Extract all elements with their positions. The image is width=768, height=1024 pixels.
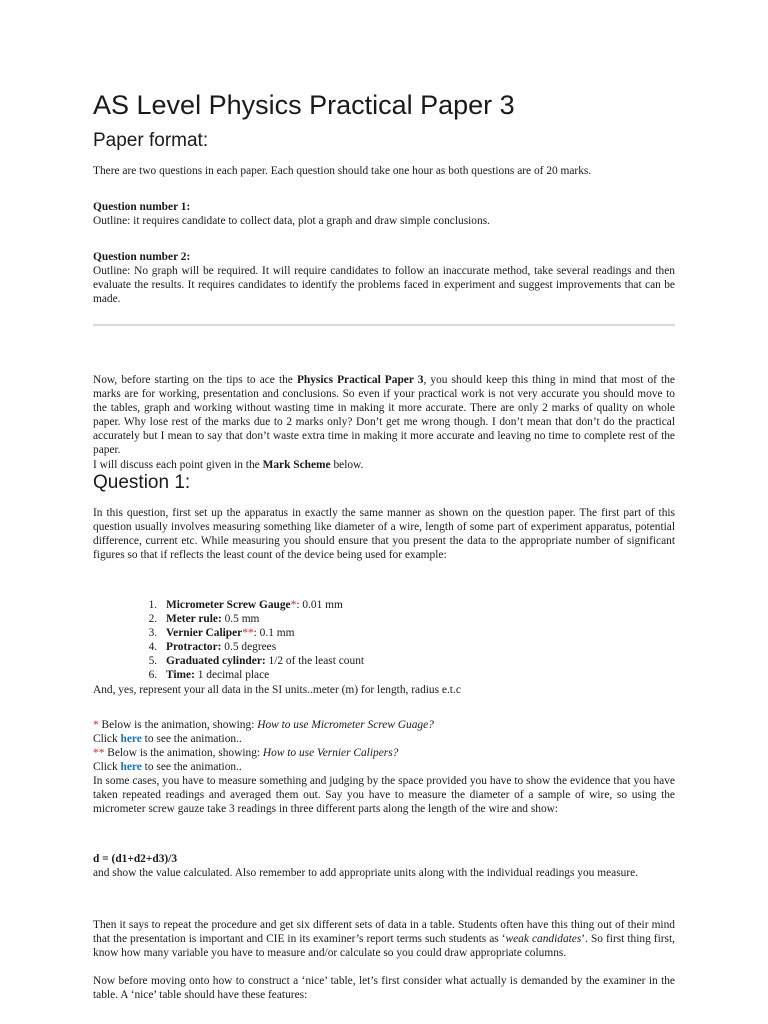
question-2-outline: Outline: No graph will be required. It will require candidates to follow an inaccurate method, take several readings and then evaluate the results. It requires candidates to identify the problems faced in experiment and suggest improvements that can be made. bbox=[93, 265, 675, 305]
least-count-list bbox=[130, 598, 630, 682]
click-text: Click bbox=[93, 761, 121, 773]
list-item-label: Meter rule: bbox=[166, 613, 222, 625]
table-text-1: Then it says to repeat the procedure and get six different sets of data in a table. Students often have this thing out of their mind that the presentation is important and CIE in its examiner’s report terms such students as ‘ bbox=[93, 919, 675, 945]
list-item-value: : 0.1 mm bbox=[253, 627, 295, 639]
click-line-1 bbox=[93, 732, 675, 746]
click-text-2: to see the animation.. bbox=[141, 761, 242, 773]
question-1-paragraph: In this question, first set up the apparatus in exactly the same manner as shown on the question paper. The first part of this question usually involves measuring something like diameter of a wire, length of some part of experiment apparatus, potential difference, current etc. While measuring you should ensure that you present the data to the appropriate number of significant figures so that if reflects the least count of the device being used for example: bbox=[93, 507, 675, 561]
click-text-2: to see the animation.. bbox=[141, 733, 242, 745]
list-item bbox=[160, 598, 630, 612]
weak-candidates-term: weak candidates bbox=[505, 933, 582, 945]
click-text: Click bbox=[93, 733, 121, 745]
list-item-value: 0.5 mm bbox=[221, 613, 260, 625]
list-item-value: 1/2 of the least count bbox=[265, 655, 365, 667]
list-item bbox=[160, 640, 630, 654]
intro-text-2: , you should keep this thing in mind that most of the marks are for working, presentation and conclusions. So even if your practical work is not very accurate you should move to the tables, graph and working without wasting time in making it more accurate. There are only 2 marks of quality on whole paper. Why lose rest of the marks due to 2 marks only? Don’t get me wrong though. I don’t mean that don’t do the practical accurately but I mean to say that don’t waste extra time in making it more accurate and leaving no time to complete rest of the paper. bbox=[93, 374, 675, 456]
animation-1-line bbox=[93, 718, 675, 732]
mark-scheme-line bbox=[93, 458, 675, 472]
mark-scheme-text-2: below. bbox=[330, 459, 364, 471]
list-item-value: 1 decimal place bbox=[194, 669, 270, 681]
question-1-label: Question number 1: bbox=[93, 201, 191, 213]
table-paragraph bbox=[93, 918, 675, 960]
table-text-2: ’. So first thing first, know how many variable you have to measure and/or calculate so you could draw appropriate columns. bbox=[93, 933, 675, 959]
least-count-list-wrap bbox=[130, 598, 630, 682]
list-item-value: : 0.01 mm bbox=[296, 599, 343, 611]
paper-format-intro: There are two questions in each paper. Each question should take one hour as both questions are of 20 marks. bbox=[93, 165, 592, 177]
intro-paper-name: Physics Practical Paper 3 bbox=[296, 374, 424, 386]
animation-2-title: How to use Vernier Calipers? bbox=[262, 747, 399, 759]
mark-scheme-term: Mark Scheme bbox=[262, 459, 331, 471]
intro-text-1: Now, before starting on the tips to ace the bbox=[93, 374, 297, 386]
question-2-label: Question number 2: bbox=[93, 251, 191, 263]
page-title: AS Level Physics Practical Paper 3 bbox=[93, 90, 515, 120]
mark-scheme-text-1: I will discuss each point given in the bbox=[93, 459, 263, 471]
list-item bbox=[160, 654, 630, 668]
units-paragraph: and show the value calculated. Also remember to add appropriate units along with the individual readings you measure. bbox=[93, 867, 639, 879]
repeated-readings-paragraph: In some cases, you have to measure something and judging by the space provided you have to show the evidence that you have taken repeated readings and averaged them out. Say you have to measure the diameter of a sample of wire, so using the micrometer screw gauze take 3 readings in three different parts along the length of the wire and show: bbox=[93, 775, 675, 815]
list-item bbox=[160, 668, 630, 682]
list-item bbox=[160, 626, 630, 640]
list-item-value: 0.5 degrees bbox=[221, 641, 277, 653]
animation-1-text: Below is the animation, showing: bbox=[98, 719, 258, 731]
list-item-label: Protractor: bbox=[166, 641, 222, 653]
horizontal-divider bbox=[93, 324, 675, 326]
animation-1-link[interactable]: here bbox=[120, 733, 142, 745]
asterisk-mark: * bbox=[290, 599, 297, 611]
list-item-label: Vernier Caliper bbox=[166, 627, 243, 639]
diameter-formula: d = (d1+d2+d3)/3 bbox=[93, 853, 178, 865]
nice-table-paragraph: Now before moving onto how to construct a ‘nice’ table, let’s first consider what actually is demanded by the examiner in the table. A ‘nice’ table should have these features: bbox=[93, 975, 675, 1001]
list-item-label: Time: bbox=[166, 669, 195, 681]
list-item-label: Graduated cylinder: bbox=[166, 655, 266, 667]
paper-format-heading: Paper format: bbox=[93, 130, 209, 151]
animation-2-text: Below is the animation, showing: bbox=[104, 747, 263, 759]
animation-2-link[interactable]: here bbox=[120, 761, 142, 773]
click-line-2 bbox=[93, 760, 675, 774]
asterisk-mark: ** bbox=[242, 627, 254, 639]
si-units-note: And, yes, represent your all data in the SI units..meter (m) for length, radius e.t.c bbox=[93, 684, 461, 696]
question-1-outline: Outline: it requires candidate to collect data, plot a graph and draw simple conclusions. bbox=[93, 215, 490, 227]
asterisk-mark: * bbox=[93, 719, 99, 731]
list-item bbox=[160, 612, 630, 626]
list-item-label: Micrometer Screw Gauge bbox=[166, 599, 291, 611]
animation-1-title: How to use Micrometer Screw Guage? bbox=[257, 719, 434, 731]
animation-2-line bbox=[93, 746, 675, 760]
double-asterisk-mark: ** bbox=[93, 747, 105, 759]
question-1-heading: Question 1: bbox=[93, 472, 191, 493]
intro-paragraph bbox=[93, 373, 675, 457]
